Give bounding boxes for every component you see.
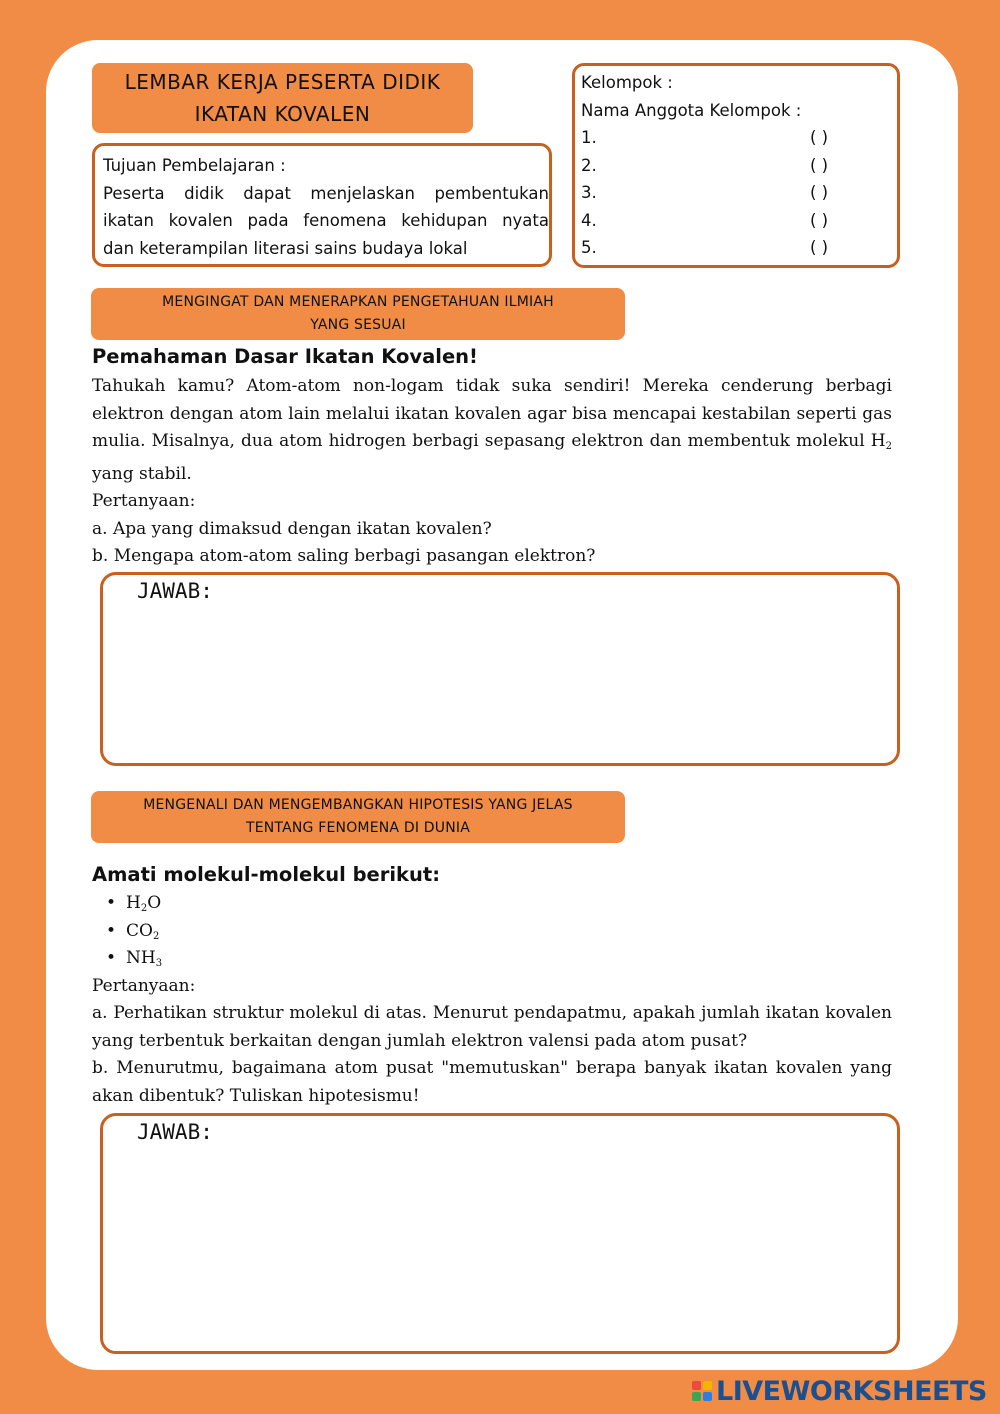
member-paren: ( ) [810, 183, 829, 202]
learning-goal-label: Tujuan Pembelajaran : [103, 156, 286, 175]
answer-label: JAWAB: [137, 579, 213, 603]
molecule-nh3: • $NH_3$ [92, 945, 892, 973]
question-a-line-2: yang terbentuk berkaitan dengan jumlah elektron valensi pada atom pusat? [92, 1030, 748, 1051]
molecule-h2o: • $H_2O$ [92, 890, 892, 918]
member-number: 4. [581, 210, 597, 230]
paragraph-line-4: yang stabil. [92, 463, 192, 484]
logo-square [692, 1392, 701, 1401]
questions-label: Pertanyaan: [92, 491, 196, 511]
member-paren: ( ) [810, 128, 829, 147]
answer-label: JAWAB: [137, 1120, 213, 1144]
paragraph-line-1: Tahukah kamu? Atom-atom non-logam tidak suka sendiri! Mereka cenderung berbagi [92, 376, 892, 396]
paragraph-line-2: elektron dengan atom lain melalui ikatan kovalen agar bisa mencapai kestabilan seperti gas [92, 403, 892, 424]
molecule-co2: • $CO_2$ [92, 918, 892, 946]
section-2-banner-line-1: MENGENALI DAN MENGEMBANGKAN HIPOTESIS YANG JELAS [143, 797, 573, 813]
section-1-banner-line-1: MENGINGAT DAN MENERAPKAN PENGETAHUAN ILMIAH [162, 294, 554, 310]
member-number: 1. [581, 128, 597, 147]
member-row-1[interactable] [581, 124, 897, 152]
question-b-line-1: b. Menurutmu, bagaimana atom pusat "memutuskan" berapa banyak ikatan kovalen yang [92, 1058, 892, 1078]
member-row-3[interactable] [581, 179, 897, 207]
learning-goal-line-3: dan keterampilan literasi sains budaya lokal [103, 238, 468, 258]
question-a: a. Apa yang dimaksud dengan ikatan kovalen? [92, 518, 492, 539]
section-2-banner-line-2: TENTANG FENOMENA DI DUNIA [245, 820, 471, 836]
paragraph-line-3-text: mulia. Misalnya, dua atom hidrogen berbagi sepasang elektron dan membentuk molekul H [92, 431, 886, 451]
liveworksheets-logo[interactable] [692, 1376, 987, 1406]
logo-square [703, 1381, 712, 1390]
liveworksheets-logo-icon [692, 1381, 712, 1401]
question-a-line-1: a. Perhatikan struktur molekul di atas. Menurut pendapatmu, apakah jumlah ikatan kovalen [92, 1003, 892, 1023]
learning-goal-box [92, 143, 552, 267]
answer-box-1[interactable] [100, 572, 900, 766]
section-1-heading: Pemahaman Dasar Ikatan Kovalen! [92, 345, 478, 368]
members-label: Nama Anggota Kelompok : [581, 100, 802, 120]
member-number: 5. [581, 238, 597, 257]
section-2-heading: Amati molekul-molekul berikut: [92, 863, 441, 886]
molecule-list [92, 890, 892, 973]
question-b-line-2: akan dibentuk? Tuliskan hipotesismu! [92, 1085, 420, 1106]
h2-subscript: 2 [885, 441, 892, 452]
answer-box-2[interactable] [100, 1113, 900, 1354]
paragraph-line-3 [92, 428, 892, 461]
group-label[interactable]: Kelompok : [581, 73, 673, 92]
member-number: 2. [581, 155, 597, 175]
logo-square [703, 1392, 712, 1401]
liveworksheets-brand: LIVEWORKSHEETS [716, 1375, 987, 1407]
section-1-body [92, 373, 892, 571]
title-line-2: IKATAN KOVALEN [194, 102, 371, 126]
member-paren: ( ) [810, 210, 829, 230]
member-row-5[interactable] [581, 234, 897, 262]
learning-goal-line-1: Peserta didik dapat menjelaskan pembentukan [103, 183, 549, 203]
learning-goal-line-2: ikatan kovalen pada fenomena kehidupan nyata [103, 211, 549, 230]
section-1-banner-line-2: YANG SESUAI [310, 317, 406, 333]
section-2-banner [91, 791, 625, 843]
worksheet-title [92, 63, 473, 133]
section-1-banner [91, 288, 625, 340]
section-2-body [92, 890, 892, 1110]
title-line-1: LEMBAR KERJA PESERTA DIDIK [124, 70, 441, 94]
member-paren: ( ) [810, 238, 829, 257]
member-row-2[interactable] [581, 152, 897, 180]
member-paren: ( ) [810, 155, 829, 175]
question-b: b. Mengapa atom-atom saling berbagi pasangan elektron? [92, 546, 596, 566]
member-number: 3. [581, 183, 597, 202]
questions-label: Pertanyaan: [92, 975, 196, 996]
group-info-box [572, 63, 900, 268]
member-row-4[interactable] [581, 207, 897, 235]
logo-square [692, 1381, 701, 1390]
